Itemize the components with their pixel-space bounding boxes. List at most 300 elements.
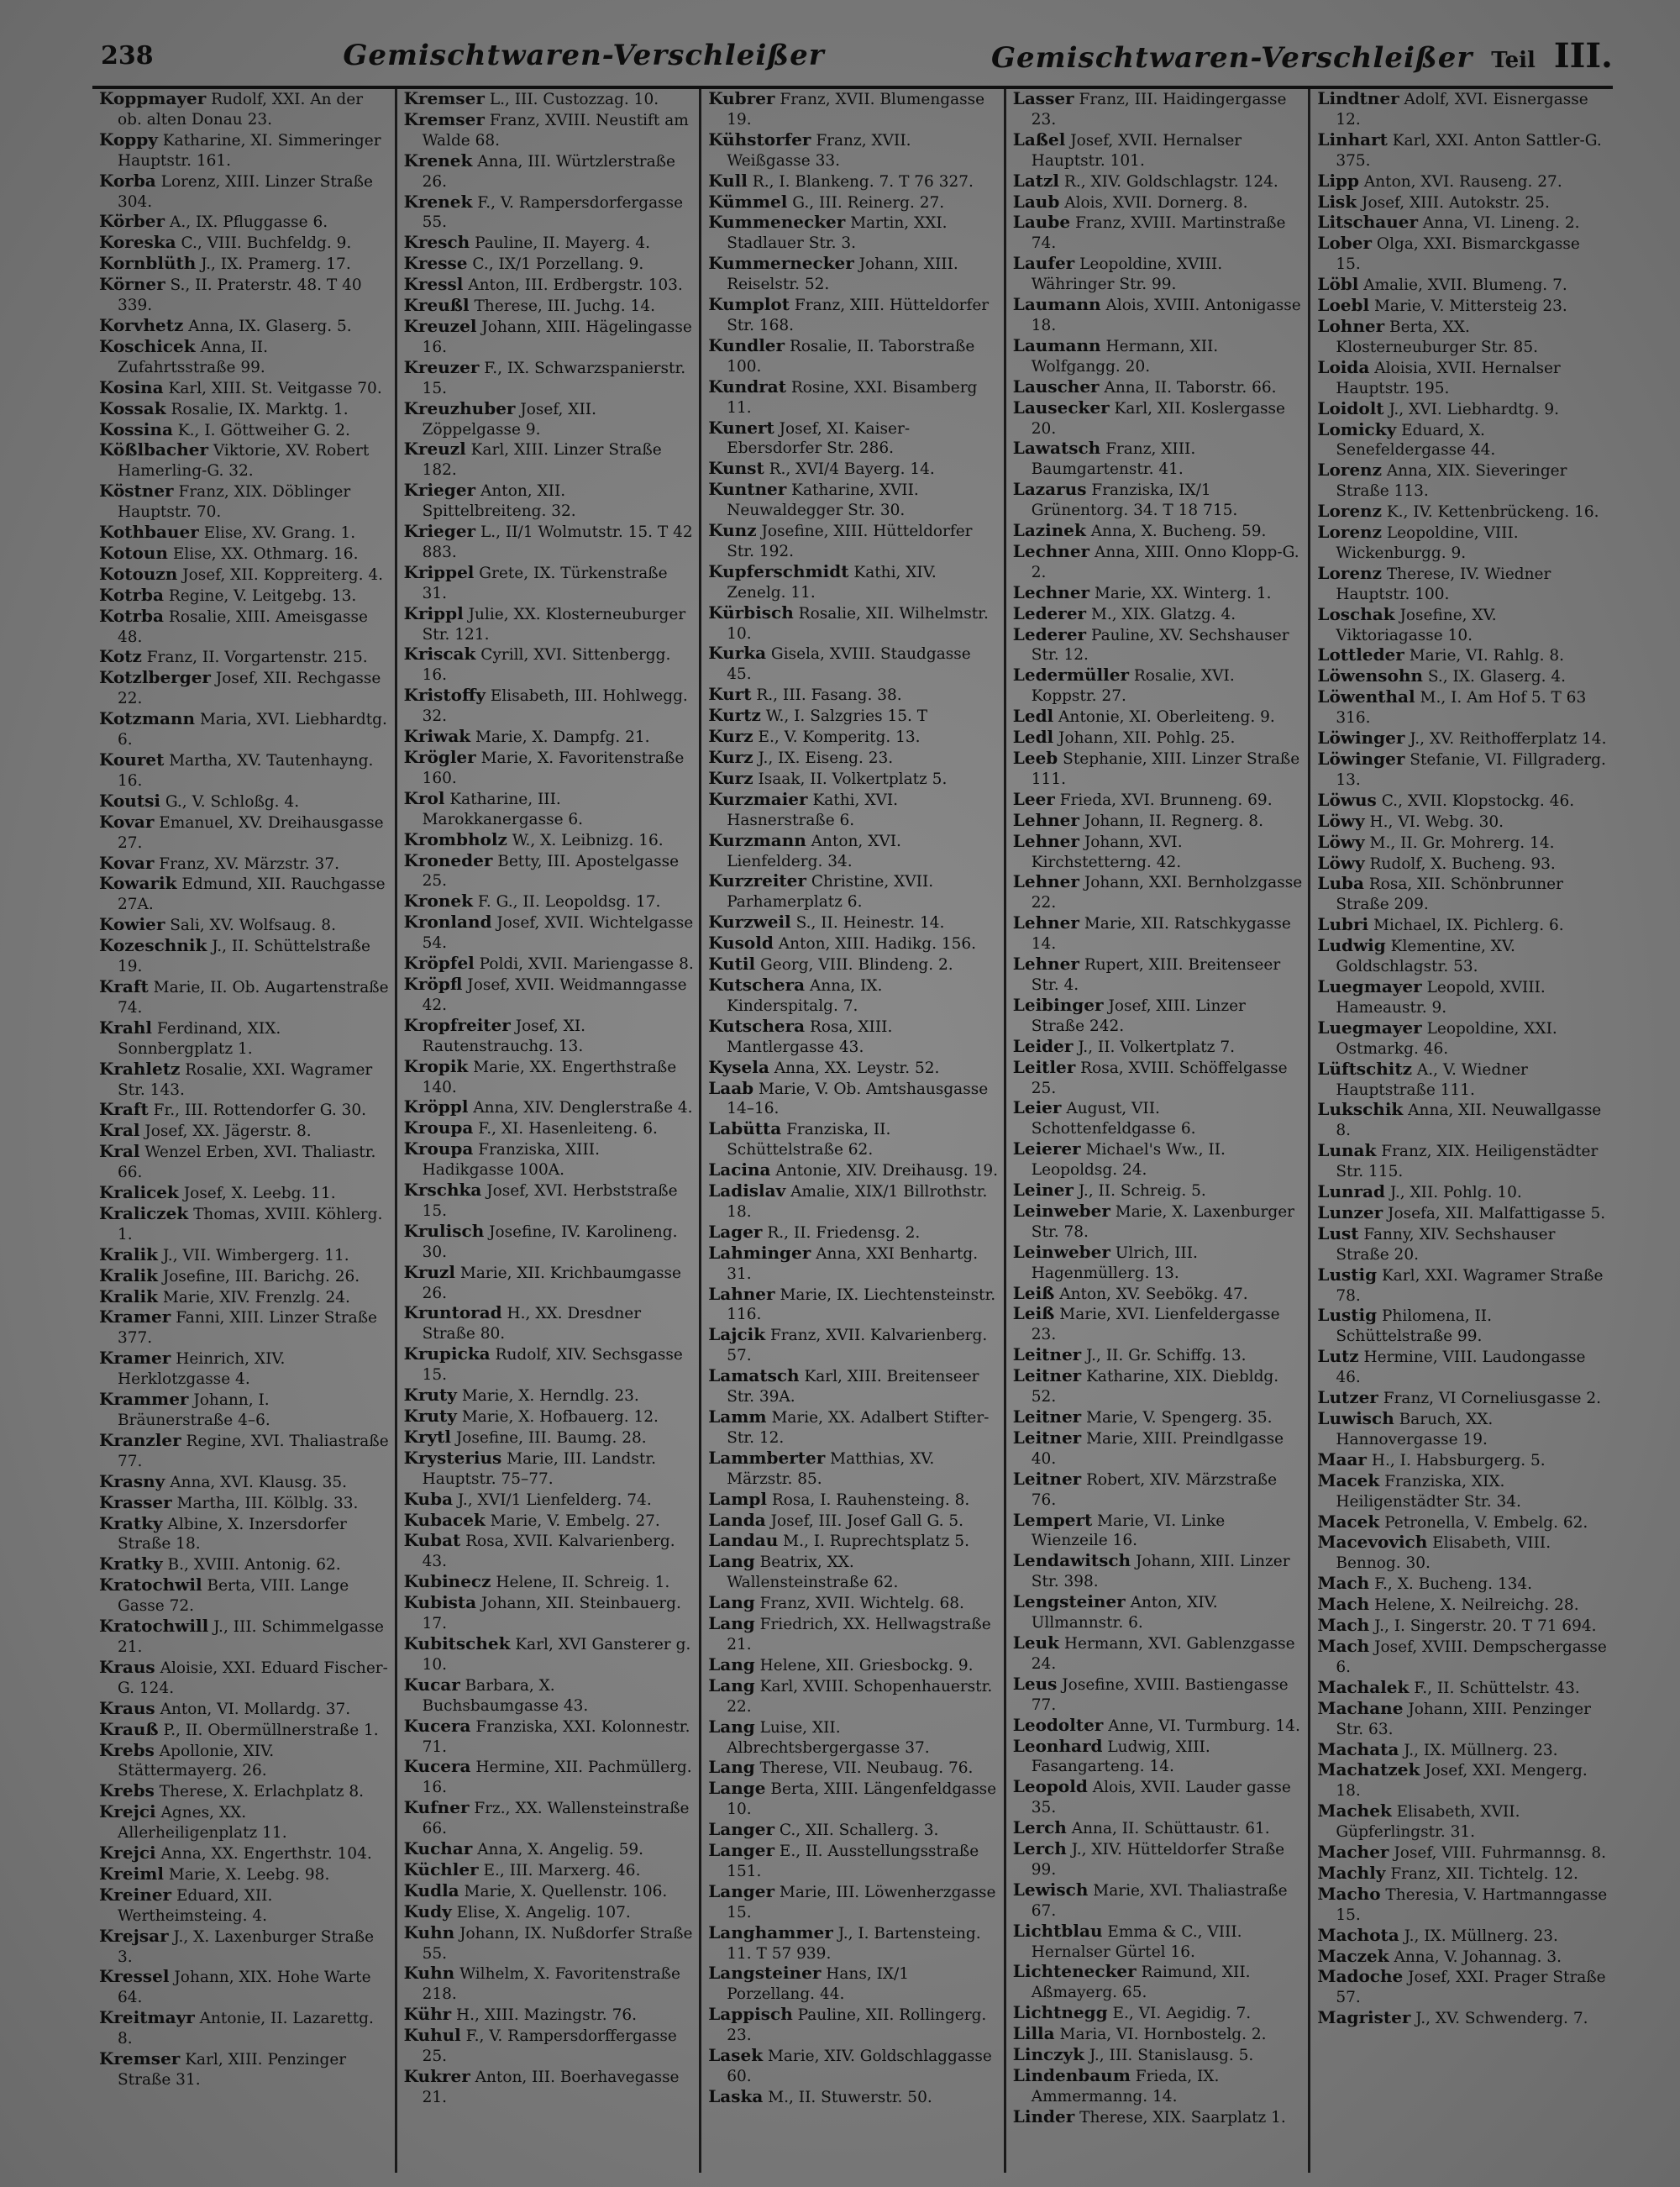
- directory-entry: [1317, 89, 1608, 130]
- entry-surname: Kurzmaier: [708, 788, 808, 809]
- entry-details: Maria, VI. Hornbostelg. 2.: [1059, 2026, 1267, 2044]
- directory-entry: [404, 1634, 695, 1675]
- entry-surname: Magrister: [1317, 2007, 1411, 2028]
- entry-surname: Landau: [708, 1530, 779, 1551]
- entry-details: Rosalie, XVI. Koppstr. 27.: [1031, 667, 1235, 706]
- directory-entry: [708, 213, 999, 254]
- entry-surname: Kratky: [99, 1512, 163, 1533]
- entry-surname: Lüftschitz: [1317, 1058, 1412, 1079]
- listing-column-3: [701, 89, 1006, 2173]
- directory-entry: [1317, 1532, 1608, 1574]
- entry-surname: Lazarus: [1012, 479, 1087, 500]
- directory-entry: [708, 1222, 999, 1243]
- entry-details: J., XIV. Hütteldorfer Straße 99.: [1031, 1841, 1285, 1879]
- entry-surname: Lasser: [1012, 89, 1074, 108]
- entry-details: Emma & C., VIII. Hernalser Gürtel 16.: [1031, 1922, 1242, 1961]
- directory-entry: [708, 1820, 999, 1841]
- entry-details: J., IX. Pramerg. 17.: [201, 255, 351, 274]
- directory-entry: [708, 562, 999, 603]
- entry-surname: Kreuzer: [403, 356, 480, 377]
- entry-details: Josefine, III. Barichg. 26.: [162, 1267, 360, 1285]
- entry-surname: Kremser: [403, 108, 485, 129]
- directory-entry: [99, 275, 390, 316]
- directory-entry: [404, 151, 695, 192]
- entry-surname: Kummernecker: [708, 253, 854, 274]
- directory-entry: [404, 358, 695, 399]
- entry-details: Anton, XIV. Ullmannstr. 6.: [1031, 1594, 1218, 1632]
- entry-surname: Lerch: [1012, 1838, 1067, 1859]
- directory-entry: [1317, 502, 1608, 523]
- entry-surname: Kranzler: [99, 1429, 181, 1450]
- directory-entry: [708, 1552, 999, 1593]
- entry-surname: Kuntner: [708, 479, 787, 500]
- entry-surname: Kralik: [99, 1264, 158, 1285]
- entry-surname: Lempert: [1012, 1509, 1093, 1530]
- entry-surname: Kunert: [708, 417, 774, 438]
- entry-surname: Luba: [1317, 873, 1364, 894]
- entry-surname: Kraft: [99, 975, 149, 996]
- entry-surname: Leer: [1012, 788, 1055, 809]
- entry-details: Marie, X. Quellenstr. 106.: [464, 1882, 668, 1900]
- entry-surname: Lappisch: [708, 2004, 793, 2025]
- entry-surname: Kroupa: [403, 1138, 474, 1159]
- directory-entry: [99, 1967, 390, 2008]
- entry-details: Ferdinand, XIX. Sonnbergplatz 1.: [118, 1019, 281, 1058]
- entry-surname: Körner: [99, 274, 165, 295]
- entry-details: Hans, IX/1 Porzellang. 44.: [727, 1965, 910, 2004]
- entry-surname: Kralik: [99, 1243, 158, 1264]
- directory-entry: [99, 1121, 390, 1142]
- entry-details: Josef, XXI. Mengerg. 18.: [1336, 1762, 1588, 1801]
- directory-entry: [404, 1222, 695, 1263]
- entry-details: Anna, II. Zufahrtsstraße 99.: [118, 338, 268, 376]
- entry-surname: Krammer: [99, 1389, 189, 1410]
- entry-details: Marie, X. Favoritenstraße 160.: [422, 749, 685, 787]
- directory-entry: [404, 1385, 695, 1406]
- directory-entry: [708, 1758, 999, 1779]
- directory-entry: [404, 1798, 695, 1839]
- directory-entry: [99, 1307, 390, 1348]
- entry-surname: Leiß: [1012, 1303, 1055, 1324]
- entry-details: Karl, XII. Koslergasse 20.: [1031, 399, 1285, 438]
- entry-surname: Lorenz: [1317, 460, 1382, 481]
- directory-entry: [708, 1407, 999, 1448]
- entry-details: Therese, VII. Neubaug. 76.: [759, 1759, 974, 1778]
- directory-entry: [99, 1493, 390, 1514]
- directory-entry: [404, 644, 695, 686]
- entry-surname: Leitner: [1012, 1406, 1082, 1427]
- entry-details: Kathi, XVI. Hasnerstraße 6.: [727, 791, 899, 829]
- entry-details: Rudolf, XIV. Sechsgasse 15.: [422, 1346, 683, 1385]
- entry-surname: Lazinek: [1012, 520, 1086, 541]
- entry-surname: Langsteiner: [708, 1963, 822, 1984]
- entry-surname: Löwinger: [1317, 728, 1405, 749]
- entry-surname: Löbl: [1317, 274, 1359, 295]
- entry-surname: Kucera: [403, 1756, 471, 1777]
- entry-surname: Lorenz: [1317, 501, 1382, 522]
- directory-entry: [99, 1183, 390, 1204]
- entry-details: Josef, XVI. Herbststraße 15.: [422, 1182, 678, 1220]
- entry-details: F. G., II. Leopoldsg. 17.: [477, 893, 661, 912]
- entry-details: Rosa, XVII. Kalvarienberg. 43.: [422, 1532, 675, 1571]
- entry-details: Franz, III. Haidingergasse 23.: [1031, 91, 1287, 129]
- entry-details: Frieda, IX. Ammermanng. 14.: [1031, 2068, 1220, 2106]
- entry-surname: Kremser: [99, 2048, 181, 2069]
- directory-entry: [708, 1017, 999, 1058]
- directory-entry: [708, 790, 999, 831]
- entry-details: Robert, XIV. Märzstraße 76.: [1031, 1470, 1278, 1509]
- directory-entry: [404, 851, 695, 892]
- entry-surname: Kosina: [99, 376, 164, 397]
- directory-entry: [1317, 1100, 1608, 1141]
- directory-entry: [708, 685, 999, 706]
- entry-surname: Lichtenecker: [1012, 1961, 1137, 1982]
- entry-details: Franz, XV. Märzstr. 37.: [159, 854, 339, 873]
- directory-entry: [1013, 1058, 1304, 1099]
- entry-surname: Kralicek: [99, 1182, 179, 1203]
- entry-surname: Kurzmann: [708, 829, 806, 850]
- directory-entry: [708, 975, 999, 1017]
- entry-surname: Luegmayer: [1317, 1017, 1422, 1038]
- entry-details: Elise, XX. Othmarg. 16.: [172, 544, 359, 563]
- directory-entry: [708, 521, 999, 562]
- entry-surname: Kürbisch: [708, 602, 794, 623]
- directory-entry: [99, 254, 390, 275]
- entry-surname: Kurka: [708, 643, 767, 664]
- directory-entry: [1317, 523, 1608, 564]
- directory-entry: [1013, 2107, 1304, 2128]
- entry-details: R., XVI/4 Bayerg. 14.: [769, 460, 935, 479]
- entry-surname: Kriscak: [403, 644, 476, 665]
- directory-entry: [1317, 564, 1608, 605]
- directory-entry: [1013, 398, 1304, 439]
- entry-surname: Macher: [1317, 1842, 1389, 1863]
- entry-surname: Kramer: [99, 1306, 171, 1327]
- entry-details: Julie, XX. Klosterneuburger Str. 121.: [422, 605, 686, 644]
- directory-entry: [1317, 1926, 1608, 1947]
- directory-entry: [708, 912, 999, 933]
- entry-surname: Lisk: [1317, 191, 1357, 212]
- entry-surname: Kral: [99, 1141, 140, 1162]
- entry-details: Josef, XI. Kaiser-Ebersdorfer Str. 286.: [727, 419, 911, 458]
- entry-surname: Koppmayer: [99, 89, 207, 108]
- entry-details: F., XI. Hasenleiteng. 6.: [478, 1120, 658, 1138]
- entry-surname: Laska: [708, 2085, 764, 2106]
- directory-entry: [404, 233, 695, 254]
- entry-surname: Lang: [708, 1674, 755, 1695]
- entry-surname: Kurtz: [708, 705, 761, 726]
- directory-entry: [708, 1119, 999, 1160]
- directory-entry: [404, 1118, 695, 1139]
- entry-surname: Mach: [1317, 1635, 1370, 1656]
- directory-entry: [1013, 1592, 1304, 1633]
- entry-details: Elisabeth, III. Hohlwegg. 32.: [422, 687, 688, 726]
- entry-details: Adolf, XVI. Eisnergasse 12.: [1336, 91, 1588, 129]
- entry-details: F., II. Schüttelstr. 43.: [1414, 1679, 1580, 1697]
- directory-entry: [1013, 1922, 1304, 1963]
- directory-entry: [1013, 1098, 1304, 1139]
- directory-entry: [1013, 604, 1304, 625]
- directory-entry: [1013, 480, 1304, 521]
- entry-details: Josef, XII. Zöppelgasse 9.: [422, 400, 596, 439]
- entry-surname: Kühr: [403, 2004, 452, 2025]
- entry-details: Josef, XII. Rechgasse 22.: [118, 670, 381, 708]
- entry-surname: Kropfreiter: [403, 1014, 511, 1035]
- entry-surname: Mach: [1317, 1615, 1370, 1636]
- directory-entry: [99, 523, 390, 544]
- entry-details: J., XVI. Liebhardtg. 9.: [1389, 400, 1559, 418]
- entry-surname: Leierer: [1012, 1138, 1081, 1159]
- entry-details: Marie, V. Spengerg. 35.: [1086, 1409, 1273, 1427]
- directory-entry: [708, 254, 999, 295]
- directory-entry: [99, 1802, 390, 1843]
- directory-entry: [404, 1757, 695, 1798]
- directory-entry: [99, 791, 390, 812]
- entry-surname: Laufer: [1012, 253, 1075, 274]
- entry-details: Olga, XXI. Bismarckgasse 15.: [1336, 235, 1580, 274]
- entry-details: Marie, XIV. Frenzlg. 24.: [162, 1288, 350, 1306]
- entry-surname: Machata: [1317, 1738, 1399, 1759]
- directory-entry: [99, 709, 390, 750]
- entry-surname: Krippel: [403, 561, 475, 582]
- entry-details: Raimund, XII. Aßmayerg. 65.: [1031, 1964, 1251, 2002]
- directory-entry: [708, 1160, 999, 1181]
- directory-entry: [708, 1923, 999, 1964]
- directory-entry: [99, 874, 390, 915]
- entry-details: Anton, XV. Seebökg. 47.: [1059, 1285, 1248, 1303]
- entry-details: Marie, XX. Winterg. 1.: [1094, 584, 1272, 602]
- entry-details: Josef, XI. Rautenstrauchg. 13.: [422, 1017, 586, 1055]
- entry-surname: Kruzl: [403, 1261, 456, 1282]
- directory-entry: [1013, 1407, 1304, 1428]
- entry-surname: Maczek: [1317, 1945, 1389, 1966]
- entry-details: Josefine, IV. Karolineng. 30.: [422, 1222, 678, 1261]
- entry-surname: Leopold: [1012, 1776, 1088, 1797]
- directory-entry: [1013, 1674, 1304, 1716]
- directory-entry: [708, 192, 999, 213]
- entry-details: Lorenz, XIII. Linzer Straße 304.: [118, 172, 373, 211]
- entry-details: S., II. Heinestr. 14.: [795, 914, 945, 933]
- entry-details: J., IX. Müllnerg. 23.: [1404, 1741, 1558, 1759]
- entry-surname: Leodolter: [1012, 1714, 1104, 1735]
- entry-details: Josef, XXI. Prager Straße 57.: [1336, 1969, 1606, 2007]
- entry-details: Marie, III. Löwenherzgasse 15.: [727, 1883, 996, 1922]
- directory-entry: [1317, 460, 1608, 502]
- entry-details: Anna, XIV. Denglerstraße 4.: [473, 1099, 693, 1117]
- entry-surname: Krombholz: [403, 828, 507, 849]
- entry-details: Berta, XIII. Längenfeldgasse 10.: [727, 1780, 997, 1819]
- directory-entry: [708, 1841, 999, 1882]
- entry-details: Pauline, XII. Rollingerg. 23.: [727, 2006, 987, 2045]
- directory-entry: [99, 337, 390, 378]
- entry-surname: Lukschik: [1317, 1099, 1404, 1120]
- entry-surname: Kößlbacher: [99, 439, 208, 460]
- directory-entry: [99, 1245, 390, 1266]
- entry-details: Eduard, X. Senefeldergasse 44.: [1336, 421, 1496, 460]
- entry-details: Leopold, XVIII. Hameaustr. 9.: [1336, 978, 1546, 1017]
- entry-details: Anton, XVI. Rauseng. 27.: [1363, 172, 1562, 191]
- entry-details: Rosalie, XII. Wilhelmstr. 10.: [727, 604, 989, 643]
- directory-entry: [1013, 1469, 1304, 1511]
- directory-entry: [99, 1554, 390, 1575]
- entry-details: Aloisie, XXI. Eduard Fischer-G. 124.: [118, 1659, 388, 1697]
- directory-entry: [99, 440, 390, 481]
- entry-details: Betty, III. Apostelgasse 25.: [422, 852, 680, 891]
- directory-entry: [99, 1287, 390, 1308]
- entry-surname: Kysela: [708, 1056, 769, 1077]
- entry-details: Marie, VI. Linke Wienzeile 16.: [1031, 1511, 1226, 1550]
- directory-entry: [99, 89, 390, 130]
- entry-details: H., I. Habsburgerg. 5.: [1371, 1451, 1546, 1469]
- entry-details: S., II. Praterstr. 48. T 40 339.: [118, 276, 362, 315]
- page-number: 238: [101, 40, 154, 71]
- directory-entry: [99, 1864, 390, 1885]
- entry-details: Anton, XVI. Lienfelderg. 34.: [727, 832, 901, 870]
- directory-entry: [99, 1741, 390, 1782]
- entry-surname: Lorenz: [1317, 522, 1382, 543]
- directory-entry: [404, 1511, 695, 1532]
- entry-surname: Machly: [1317, 1862, 1386, 1883]
- directory-entry: [404, 604, 695, 645]
- entry-details: C., VIII. Buchfeldg. 9.: [181, 234, 352, 253]
- entry-surname: Lehner: [1012, 809, 1079, 830]
- entry-surname: Körber: [99, 211, 165, 232]
- directory-entry: [1317, 791, 1608, 812]
- directory-entry: [404, 975, 695, 1016]
- listing-column-4: [1006, 89, 1311, 2173]
- directory-entry: [708, 418, 999, 460]
- entry-details: E., III. Marxerg. 46.: [483, 1861, 641, 1879]
- entry-surname: Kruty: [403, 1385, 457, 1406]
- entry-surname: Kurz: [708, 747, 753, 767]
- directory-entry: [1013, 1366, 1304, 1407]
- entry-details: Amalie, XIX/1 Billrothstr. 18.: [727, 1183, 988, 1221]
- directory-entry: [1013, 2045, 1304, 2066]
- entry-details: Rosa, I. Rauhensteing. 8.: [771, 1490, 970, 1509]
- directory-entry: [1317, 1224, 1608, 1265]
- entry-details: L., III. Custozzag. 10.: [489, 91, 659, 108]
- entry-surname: Löwinger: [1317, 749, 1405, 769]
- entry-details: Marie, XX. Adalbert Stifter-Str. 12.: [727, 1409, 990, 1447]
- directory-entry: [404, 2005, 695, 2026]
- entry-details: Franz, XVII. Wichtelg. 68.: [759, 1595, 964, 1613]
- directory-entry: [708, 603, 999, 644]
- directory-entry: [1013, 254, 1304, 295]
- entry-details: Josefa, XII. Malfattigasse 5.: [1388, 1204, 1606, 1222]
- entry-details: Josef, VIII. Fuhrmannsg. 8.: [1394, 1844, 1606, 1863]
- part-label: Teil: [1491, 47, 1536, 73]
- entry-surname: Langer: [708, 1880, 774, 1901]
- directory-entry: [1317, 854, 1608, 875]
- entry-surname: Laßel: [1012, 129, 1066, 150]
- entry-details: Anna, IX. Kinderspitalg. 7.: [727, 976, 883, 1015]
- entry-surname: Leuk: [1012, 1632, 1059, 1653]
- directory-entry: [1317, 915, 1608, 936]
- entry-details: Anna, II. Taborstr. 66.: [1104, 378, 1277, 397]
- directory-entry: [1013, 1139, 1304, 1180]
- entry-surname: Linder: [1012, 2106, 1075, 2127]
- entry-surname: Lang: [708, 1653, 755, 1674]
- entry-details: K., IV. Kettenbrückeng. 16.: [1386, 503, 1599, 522]
- entry-surname: Krysterius: [403, 1447, 502, 1468]
- entry-surname: Lindenbaum: [1012, 2065, 1131, 2085]
- entry-surname: Krejci: [99, 1801, 156, 1822]
- entry-details: Antonie, XI. Oberleiteng. 9.: [1058, 708, 1275, 727]
- directory-entry: [1013, 832, 1304, 873]
- directory-entry: [404, 1839, 695, 1860]
- directory-entry: [1317, 1347, 1608, 1388]
- entry-details: Franz, XII. Tichtelg. 12.: [1390, 1864, 1578, 1883]
- entry-details: Rosalie, II. Taborstraße 100.: [727, 337, 975, 376]
- entry-details: Hermann, XII. Wolfgangg. 20.: [1031, 337, 1219, 376]
- directory-entry: [1317, 2008, 1608, 2029]
- directory-entry: [99, 1142, 390, 1183]
- entry-details: Amalie, XVII. Blumeng. 7.: [1363, 276, 1567, 295]
- entry-surname: Kotoun: [99, 542, 168, 563]
- entry-details: Ludwig, XIII. Fasangarteng. 14.: [1031, 1738, 1210, 1776]
- directory-entry: [1013, 1839, 1304, 1880]
- directory-entry: [708, 336, 999, 377]
- entry-surname: Koppy: [99, 129, 158, 150]
- entry-details: Josefine, XVIII. Bastiengasse 77.: [1031, 1675, 1289, 1714]
- entry-details: Baruch, XX. Hannovergasse 19.: [1336, 1411, 1494, 1448]
- entry-details: F., V. Rampersdorffergasse 25.: [422, 2027, 677, 2066]
- entry-details: Therese, X. Erlachplatz 8.: [159, 1783, 364, 1801]
- directory-entry: [1317, 874, 1608, 915]
- entry-surname: Ludwig: [1317, 935, 1386, 956]
- entry-surname: Kutschera: [708, 974, 806, 995]
- entry-surname: Lengsteiner: [1012, 1591, 1126, 1612]
- entry-surname: Leiß: [1012, 1282, 1055, 1303]
- entry-details: Pauline, II. Mayerg. 4.: [475, 234, 650, 253]
- entry-surname: Kuhul: [403, 2025, 461, 2046]
- entry-surname: Kull: [708, 170, 748, 191]
- entry-details: Barbara, X. Buchsbaumgasse 43.: [422, 1676, 589, 1715]
- directory-entry: [1317, 1512, 1608, 1533]
- directory-entry: [708, 954, 999, 975]
- directory-entry: [1317, 1637, 1608, 1678]
- directory-entry: [99, 420, 390, 441]
- directory-entry: [1317, 1678, 1608, 1699]
- directory-entry: [1013, 521, 1304, 542]
- directory-entry: [99, 1059, 390, 1101]
- entry-surname: Kotrba: [99, 605, 165, 626]
- directory-entry: [404, 563, 695, 604]
- entry-details: Alois, XVIII. Antonigasse 18.: [1031, 297, 1301, 334]
- entry-details: Rudolf, XXI. An der ob. alten Donau 23.: [118, 91, 364, 129]
- entry-details: Sali, XV. Wolfsaug. 8.: [170, 917, 336, 935]
- entry-surname: Kurzreiter: [708, 870, 806, 891]
- entry-details: Fr., III. Rottendorfer G. 30.: [153, 1101, 367, 1120]
- entry-surname: Kuchar: [403, 1838, 473, 1859]
- entry-details: Johann, XXI. Bernholzgasse 22.: [1031, 874, 1303, 912]
- directory-entry: [708, 1079, 999, 1120]
- directory-entry: [708, 1285, 999, 1326]
- directory-entry: [1317, 1843, 1608, 1864]
- entry-details: Martha, XV. Tautenhayng. 16.: [118, 752, 374, 790]
- entry-details: M., I. Ruprechtsplatz 5.: [783, 1532, 969, 1551]
- entry-details: Antonie, XIV. Dreihausg. 19.: [775, 1162, 999, 1180]
- entry-details: Katharine, III. Marokkanergasse 6.: [422, 790, 584, 828]
- entry-surname: Lamatsch: [708, 1365, 800, 1386]
- directory-entry: [99, 647, 390, 668]
- directory-entry: [1013, 1345, 1304, 1366]
- entry-surname: Lasek: [708, 2045, 764, 2066]
- entry-surname: Kornblüth: [99, 253, 197, 274]
- directory-entry: [99, 812, 390, 854]
- entry-details: Michael, IX. Pichlerg. 6.: [1373, 917, 1564, 935]
- directory-entry: [404, 748, 695, 789]
